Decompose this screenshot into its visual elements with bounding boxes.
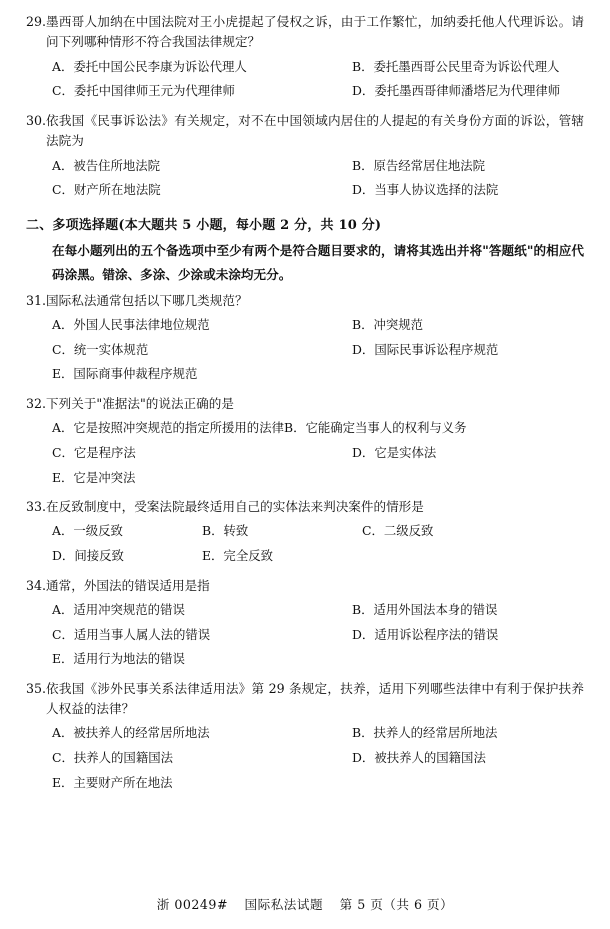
option-b[interactable]: B．它能确定当事人的权利与义务 — [283, 420, 467, 436]
option-c[interactable]: C．适用当事人属人法的错误 — [52, 626, 211, 642]
option-row — [26, 598, 584, 623]
option-row — [26, 721, 584, 746]
question-number: 33. — [26, 499, 47, 515]
option-d[interactable]: D．间接反致 — [52, 548, 124, 564]
question-text: 依我国《涉外民事关系法律适用法》第 29 条规定，扶养，适用下列哪些法律中有利于保护扶养人权益的法律？ — [46, 680, 584, 717]
page-number: 第 5 页（共 6 页） — [339, 897, 454, 912]
option-row — [26, 746, 584, 771]
option-d[interactable]: D．国际民事诉讼程序规范 — [352, 341, 499, 357]
question-31 — [26, 291, 584, 387]
question-32 — [26, 394, 584, 490]
section-heading: 二、多项选择题(本大题共 5 小题，每小题 2 分，共 10 分) — [26, 217, 382, 233]
question-29 — [26, 12, 584, 104]
question-text: 通常，外国法的错误适用是指 — [46, 577, 210, 593]
option-d[interactable]: D．被扶养人的国籍国法 — [352, 750, 486, 765]
option-row — [26, 313, 584, 338]
option-b[interactable]: B．委托墨西哥公民里奇为诉讼代理人 — [352, 58, 560, 74]
question-text: 墨西哥人加纳在中国法院对王小虎提起了侵权之诉，由于工作繁忙，加纳委托他人代理诉讼。请问下列哪种情形不符合我国法律规定？ — [46, 14, 584, 50]
option-a[interactable]: A．它是按照冲突规范的指定所援用的法律 — [52, 420, 284, 436]
option-a[interactable]: A．适用冲突规范的错误 — [52, 601, 185, 617]
question-stem — [26, 291, 584, 311]
question-stem — [26, 12, 584, 53]
question-number: 29. — [26, 14, 47, 29]
question-stem — [26, 679, 584, 720]
option-b[interactable]: B．原告经常居住地法院 — [352, 157, 486, 173]
question-text: 依我国《民事诉讼法》有关规定，对不在中国领域内居住的人提起的有关身份方面的诉讼，管辖法院为 — [46, 112, 584, 149]
exam-title: 国际私法试题 — [244, 897, 324, 912]
option-list — [26, 519, 584, 568]
option-d[interactable]: D．它是实体法 — [352, 444, 437, 460]
option-row — [26, 55, 584, 80]
question-text: 在反致制度中，受案法院最终适用自己的实体法来判决案件的情形是 — [46, 499, 424, 515]
option-c[interactable]: C．扶养人的国籍国法 — [52, 750, 173, 765]
exam-code: 浙 00249# — [156, 897, 228, 912]
section-note: 在每小题列出的五个备选项中至少有两个是符合题目要求的，请将其选出并将"答题纸"的相应代码涂黑。错涂、多涂、少涂或未涂均无分。 — [52, 242, 584, 283]
question-text: 下列关于"准据法"的说法正确的是 — [46, 395, 234, 411]
option-c[interactable]: C．统一实体规范 — [52, 341, 149, 357]
option-e[interactable]: E．它是冲突法 — [52, 469, 136, 485]
option-list — [26, 154, 584, 203]
option-b[interactable]: B．适用外国法本身的错误 — [352, 601, 498, 617]
option-b[interactable]: B．扶养人的经常居所地法 — [352, 725, 498, 741]
option-d[interactable]: D．当事人协议选择的法院 — [352, 182, 499, 198]
question-number: 35. — [26, 680, 47, 696]
option-row — [26, 441, 584, 466]
question-number: 32. — [26, 395, 47, 411]
question-33 — [26, 497, 584, 569]
question-35 — [26, 679, 584, 795]
question-stem — [26, 497, 584, 517]
option-row — [26, 519, 584, 544]
option-a[interactable]: A．被扶养人的经常居所地法 — [52, 725, 210, 741]
option-c[interactable]: C．二级反致 — [362, 523, 434, 539]
option-e[interactable]: E．适用行为地法的错误 — [52, 651, 185, 667]
option-c[interactable]: C．它是程序法 — [52, 444, 136, 460]
page-footer — [0, 894, 610, 913]
option-row — [26, 79, 584, 104]
option-b[interactable]: B．转致 — [202, 523, 249, 539]
option-list — [26, 313, 584, 387]
option-row — [26, 178, 584, 203]
option-d[interactable]: D．委托墨西哥律师潘塔尼为代理律师 — [352, 83, 561, 99]
option-row — [26, 416, 584, 441]
question-number: 30. — [26, 112, 47, 128]
option-list — [26, 55, 584, 104]
option-row — [26, 338, 584, 363]
option-a[interactable]: A．被告住所地法院 — [52, 157, 161, 173]
question-stem — [26, 576, 584, 596]
question-number: 31. — [26, 292, 47, 308]
option-b[interactable]: B．冲突规范 — [352, 317, 424, 333]
option-d[interactable]: D．适用诉讼程序法的错误 — [352, 626, 499, 642]
option-e[interactable]: E．主要财产所在地法 — [52, 774, 173, 790]
option-row — [26, 154, 584, 179]
option-row — [26, 544, 584, 569]
question-stem — [26, 111, 584, 152]
question-number: 34. — [26, 577, 47, 593]
question-34 — [26, 576, 584, 672]
option-list — [26, 721, 584, 795]
option-c[interactable]: C．财产所在地法院 — [52, 182, 161, 198]
option-a[interactable]: A．外国人民事法律地位规范 — [52, 317, 210, 333]
question-30 — [26, 111, 584, 203]
option-list — [26, 598, 584, 672]
question-stem — [26, 394, 584, 414]
option-c[interactable]: C．委托中国律师王元为代理律师 — [52, 83, 235, 99]
option-e[interactable]: E．国际商事仲裁程序规范 — [52, 366, 198, 382]
option-row — [26, 623, 584, 648]
option-list — [26, 416, 584, 490]
option-a[interactable]: A．委托中国公民李康为诉讼代理人 — [52, 58, 247, 74]
option-e[interactable]: E．完全反致 — [202, 548, 273, 564]
question-text: 国际私法通常包括以下哪几类规范？ — [46, 292, 248, 308]
option-a[interactable]: A．一级反致 — [52, 523, 123, 539]
